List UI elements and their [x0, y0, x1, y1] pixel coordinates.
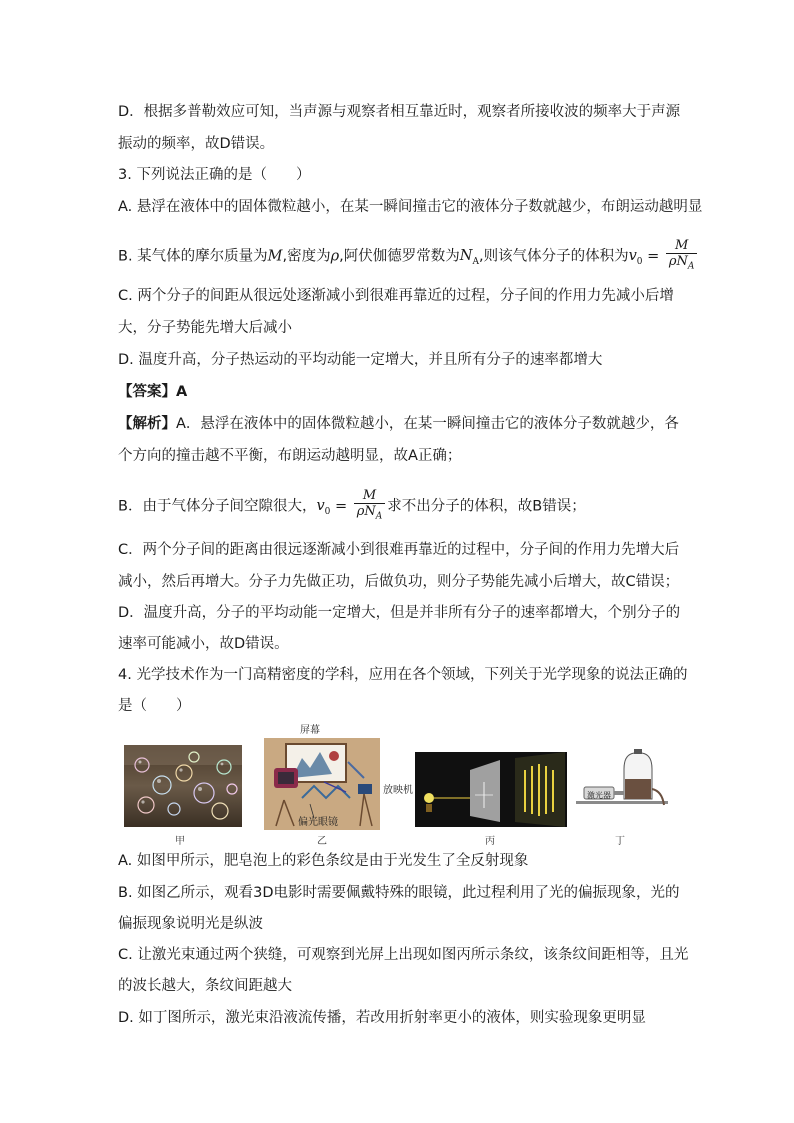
question-4-option-c-1: C. 让激光束通过两个狭缝，可观察到光屏上出现如图丙所示条纹，该条纹间距相等，且光 — [118, 947, 689, 963]
question-4-option-c-2: 的波长越大，条纹间距越大 — [118, 978, 292, 994]
question-4-stem-2: 是（ ） — [118, 698, 191, 714]
line-d-doppler-2: 振动的频率，故D错误。 — [118, 136, 275, 152]
question-3-option-c-2: 大，分子势能先增大后减小 — [118, 320, 292, 336]
q3b-mid1: ,密度为 — [282, 248, 331, 265]
exp-b-fraction: $\frac{M}{\rho N_A}$ — [354, 488, 386, 525]
question-3-option-b — [118, 238, 699, 275]
label-screen: 屏幕 — [300, 725, 320, 736]
q3b-density: ρ — [330, 248, 340, 265]
question-3-option-c-1: C. 两个分子的间距从很远处逐渐减小到很难再靠近的过程，分子间的作用力先减小后增 — [118, 288, 674, 304]
caption-jia: 甲 — [175, 836, 185, 847]
answer-label: 【答案】A — [118, 384, 188, 400]
q3b-molar-mass: M — [267, 248, 283, 265]
explanation-b: B．由于气体分子间空隙很大，$v_0$ = $\frac{M}{\rho N_A}$ 求不出分子的体积，故B错误； — [118, 488, 586, 525]
question-3-stem: 3. 下列说法正确的是（ ） — [118, 167, 311, 183]
q3b-mid3: ,则该气体分子的体积为 — [478, 248, 629, 265]
explanation-c-1: C．两个分子间的距离由很远逐渐减小到很难再靠近的过程中，分子间的作用力先增大后 — [118, 542, 680, 558]
question-3-option-a: A. 悬浮在液体中的固体微粒越小，在某一瞬间撞击它的液体分子数就越少，布朗运动越明显 — [118, 199, 703, 215]
label-laser: 激光器 — [587, 791, 611, 800]
q3b-fraction: $\frac{M}{\rho N_A}$ — [666, 238, 698, 275]
caption-bing: 丙 — [485, 836, 495, 847]
question-4-option-a: A. 如图甲所示，肥皂泡上的彩色条纹是由于光发生了全反射现象 — [118, 853, 529, 869]
explanation-c-2: 减小，然后再增大。分子力先做正功，后做负功，则分子势能先减小后增大，故C错误； — [118, 574, 680, 590]
figure-jia-soap-bubbles — [124, 745, 242, 827]
caption-ding: 丁 — [615, 836, 625, 847]
question-4-option-d: D. 如丁图所示，激光束沿液流传播，若改用折射率更小的液体，则实验现象更明显 — [118, 1010, 646, 1026]
explanation-d-1: D．温度升高，分子的平均动能一定增大，但是并非所有分子的速率都增大，个别分子的 — [118, 605, 681, 621]
explanation-a-2: 个方向的撞击越不平衡，布朗运动越明显，故A正确； — [118, 448, 462, 464]
question-3-option-d: D. 温度升高，分子热运动的平均动能一定增大，并且所有分子的速率都增大 — [118, 352, 603, 368]
explanation-d-2: 速率可能减小，故D错误。 — [118, 636, 289, 652]
caption-yi: 乙 — [317, 836, 327, 847]
q3b-v0: $v_0$ — [628, 248, 643, 268]
line-d-doppler-1: D．根据多普勒效应可知，当声源与观察者相互靠近时，观察者所接收波的频率大于声源 — [118, 104, 681, 120]
exp-b-v0: $v_0$ — [316, 498, 331, 518]
q3b-equals: = — [642, 248, 664, 265]
question-4-option-b-1: B. 如图乙所示，观看3D电影时需要佩戴特殊的眼镜，此过程利用了光的偏振现象，光的 — [118, 885, 680, 901]
question-4-stem-1: 4. 光学技术作为一门高精密度的学科，应用在各个领域，下列关于光学现象的说法正确的 — [118, 667, 688, 683]
q3b-avogadro: $N_A$ — [459, 248, 479, 268]
explanation-a-1: 【解析】A．悬浮在液体中的固体微粒越小，在某一瞬间撞击它的液体分子数就越少，各 — [118, 416, 679, 432]
q3b-prefix: B. 某气体的摩尔质量为 — [118, 248, 268, 265]
explanation-label: 【解析】 — [118, 416, 176, 432]
q3b-mid2: ,阿伏伽德罗常数为 — [339, 248, 460, 265]
question-4-option-b-2: 偏振现象说明光是纵波 — [118, 916, 263, 932]
label-polarizing-glasses: 偏光眼镜 — [298, 817, 338, 828]
figure-bing-double-slit — [415, 752, 567, 827]
label-projector: 放映机 — [383, 785, 413, 796]
